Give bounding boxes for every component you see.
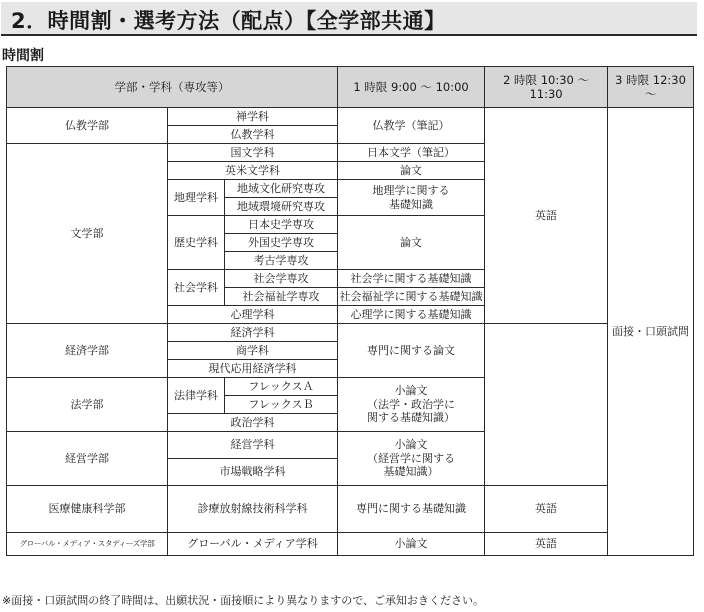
table-row (7, 324, 694, 342)
table-row (7, 486, 694, 533)
header-period-1: 1 時限 9:00 ～ 10:00 (338, 67, 485, 108)
dept-shinryo: 診療放射線技術科学科 (168, 486, 338, 533)
dept-rekishi: 歴史学科 (168, 216, 225, 270)
dept-kokubun: 国文学科 (168, 144, 338, 162)
dept-keieigaku: 経営学科 (168, 432, 338, 459)
p1-global: 小論文 (338, 533, 485, 556)
dept-bukkyogaku: 仏教学科 (168, 126, 338, 144)
major-chiikibunka: 地域文化研究専攻 (225, 180, 338, 198)
dept-eibei: 英米文学科 (168, 162, 338, 180)
header-period-3: 3 時限 12:30 ～ (608, 67, 694, 108)
p1-keizai: 専門に関する論文 (338, 324, 485, 378)
dept-shakai: 社会学科 (168, 270, 225, 306)
dept-houritsu: 法律学科 (168, 378, 225, 414)
faculty-hou: 法学部 (7, 378, 168, 432)
dept-chiri: 地理学科 (168, 180, 225, 216)
p3-all: 面接・口頭試問 (608, 108, 694, 556)
major-gaikokushi: 外国史学専攻 (225, 234, 338, 252)
p2-main: 英語 (485, 108, 608, 324)
major-chiikikankyo: 地域環境研究専攻 (225, 198, 338, 216)
major-koko: 考古学専攻 (225, 252, 338, 270)
p2-global: 英語 (485, 533, 608, 556)
faculty-bungaku: 文学部 (7, 144, 168, 324)
section-title: 2．時間割・選考方法（配点）【全学部共通】 (11, 9, 446, 33)
p1-rekishi: 論文 (338, 216, 485, 270)
header-row (7, 67, 694, 108)
dept-shinri: 心理学科 (168, 306, 338, 324)
header-period-2: 2 時限 10:30 ～ 11:30 (485, 67, 608, 108)
dept-gendai: 現代応用経済学科 (168, 360, 338, 378)
major-shakaifukushi: 社会福祉学専攻 (225, 288, 338, 306)
dept-shougaku: 商学科 (168, 342, 338, 360)
faculty-iryo: 医療健康科学部 (7, 486, 168, 533)
timetable (6, 66, 694, 556)
p1-kokubun: 日本文学（筆記） (338, 144, 485, 162)
major-flexB: フレックスＢ (225, 396, 338, 414)
faculty-bukkyo: 仏教学部 (7, 108, 168, 144)
major-shakaigaku: 社会学専攻 (225, 270, 338, 288)
dept-zen: 禅学科 (168, 108, 338, 126)
footnote: ※面接・口頭試問の終了時間は、出願状況・面接順により異なりますので、ご承知おきください。 (2, 594, 484, 607)
p1-keiei: 小論文 （経営学に関する 基礎知識） (338, 432, 485, 486)
faculty-keizai: 経済学部 (7, 324, 168, 378)
major-nihonshi: 日本史学専攻 (225, 216, 338, 234)
faculty-global: グローバル・メディア・スタディーズ学部 (7, 533, 168, 556)
p1-eibei: 論文 (338, 162, 485, 180)
dept-shijo: 市場戦略学科 (168, 459, 338, 486)
p1-chiri: 地理学に関する 基礎知識 (338, 180, 485, 216)
faculty-keiei: 経営学部 (7, 432, 168, 486)
dept-keizaigaku: 経済学科 (168, 324, 338, 342)
table-row (7, 108, 694, 126)
p1-shinri: 心理学に関する基礎知識 (338, 306, 485, 324)
major-flexA: フレックスＡ (225, 378, 338, 396)
p1-shakaigaku: 社会学に関する基礎知識 (338, 270, 485, 288)
p1-hou: 小論文 （法学・政治学に 関する基礎知識） (338, 378, 485, 432)
dept-seiji: 政治学科 (168, 414, 338, 432)
p2-continued (485, 324, 608, 486)
p1-shakaifukushi: 社会福祉学に関する基礎知識 (338, 288, 485, 306)
dept-globalmedia: グローバル・メディア学科 (168, 533, 338, 556)
table-row (7, 533, 694, 556)
p2-iryo: 英語 (485, 486, 608, 533)
header-dept: 学部・学科（専攻等） (7, 67, 338, 108)
p1-iryo: 専門に関する基礎知識 (338, 486, 485, 533)
timetable-subheading: 時間割 (2, 48, 44, 64)
section-header (1, 2, 697, 36)
p1-bukkyo: 仏教学（筆記） (338, 108, 485, 144)
